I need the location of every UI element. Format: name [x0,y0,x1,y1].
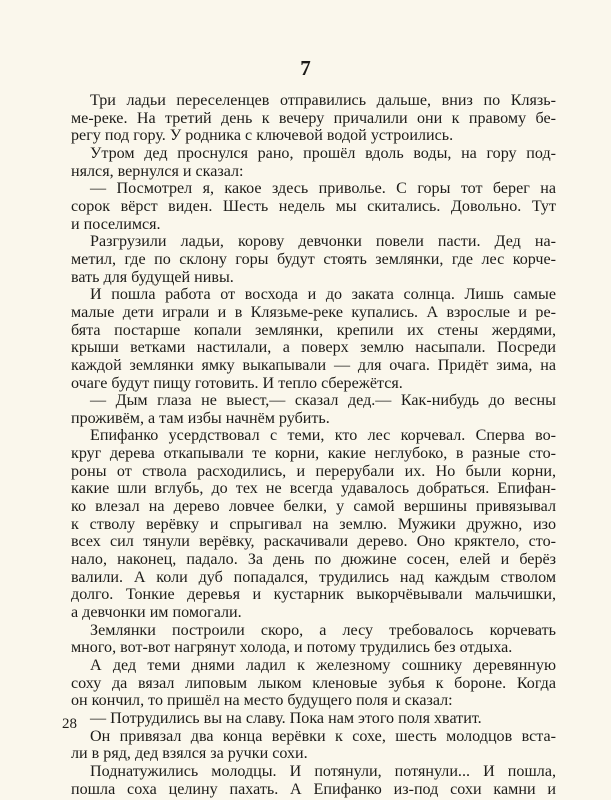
paragraph [71,180,556,233]
paragraph [71,286,556,392]
text-line: он кончил, то пришёл на место будущего поля и сказал: [71,692,453,710]
text-line: проживём, а там избы начнём рубить. [71,409,330,427]
paragraph [71,622,556,657]
text-line: метил, где по склону горы будут стоять землянки, где лес корче- [71,250,556,268]
text-line: Землянки построили скоро, а лесу требовалось корчевать [90,621,556,639]
chapter-body-text [71,92,556,798]
text-line: круг дерева откапывали те корни, какие неглубоко, в разные сто- [71,445,556,463]
text-line: валили. А коли дуб попадался, трудились над каждым стволом [71,568,556,586]
text-line: крыши ветками настилали, а поверх землю насыпали. Посреди [71,339,556,357]
text-line: А дед теми днями ладил к железному сошнику деревянную [90,657,556,674]
text-line: всех сил тянули верёвку, раскачивали дерево. Оно кряктело, сто- [71,533,556,551]
text-line: долго. Тонкие деревья и кустарник выкорчёвывали мальчишки, [71,586,556,604]
text-line: И пошла работа от восхода и до заката солнца. Лишь самые [90,286,556,304]
paragraph [71,763,556,798]
chapter-number: 7 [300,56,311,80]
text-line: нялся, вернулся и сказал: [71,162,244,180]
paragraph [71,92,556,145]
paragraph [71,710,556,728]
text-line: и поселимся. [71,215,161,233]
text-line: — Потрудились вы на славу. Пока нам этого поля хватит. [90,709,482,727]
text-line: роны от ствола расходились, и перерубали их. Но были корни, [71,462,556,480]
paragraph [71,145,556,180]
text-line: вать для будущей нивы. [71,268,234,286]
text-line: какие шли вглубь, до тех не всегда удавалось добраться. Епифан- [71,480,556,498]
text-line: Утром дед проснулся рано, прошёл вдоль воды, на гору под- [90,144,556,162]
text-line: ме-реке. На третий день к вечеру причалили они к правому бе- [71,109,556,127]
text-line: очаге будут пищу готовить. И тепло сбережётся. [71,374,403,392]
text-line: Он привязал два конца верёвки к сохе, шесть молодцов вста- [90,727,556,745]
text-line: бята постарше копали землянки, крепили их стены жердями, [71,321,556,339]
text-line: каждой землянки ямку выкапывали — для очага. Придёт зима, на [71,356,556,374]
text-line: Епифанко усердствовал с теми, кто лес корчевал. Сперва во- [90,427,556,445]
text-line: сорок вёрст виден. Шесть недель мы скитались. Довольно. Тут [71,197,556,215]
paragraph [71,728,556,763]
paragraph [71,392,556,427]
text-line: пошла соха целину пахать. А Епифанко из-под сохи камни и [71,780,556,798]
text-line: регу под гору. У родника с ключевой водой устроились. [71,127,454,145]
text-line: ко влезал на дерево ловчее белки, у самой вершины привязывал [71,498,556,516]
text-line: Три ладьи переселенцев отправились дальше, вниз по Клязь- [90,92,556,109]
text-line: соху да вязал липовым лыком кленовые зубья к бороне. Когда [71,674,556,692]
text-line: нало, наконец, падало. За день по дюжине сосен, елей и берёз [71,551,556,569]
text-line: ли в ряд, дед взялся за ручки сохи. [71,745,308,763]
text-line: малые дети играли и в Клязьме-реке купались. А взрослые и ре- [71,303,556,321]
text-line: — Дым глаза не выест,— сказал дед.— Как-нибудь до весны [90,392,556,410]
paragraph [71,233,556,286]
paragraph [71,427,556,621]
text-line: Разгрузили ладьи, корову девчонки повели пасти. Дед на- [90,233,556,251]
text-line: к стволу верёвку и спрыгивал на землю. Мужики дружно, изо [71,515,556,533]
paragraph [71,657,556,710]
text-line: — Посмотрел я, какое здесь приволье. С горы тот берег на [90,180,556,198]
text-line: а девчонки им помогали. [71,604,242,622]
text-line: Поднатужились молодцы. И потянули, потянули... И пошла, [90,762,556,780]
text-line: много, вот-вот нагрянут холода, и потому трудились без отдыха. [71,639,513,657]
page-number: 28 [62,716,77,732]
